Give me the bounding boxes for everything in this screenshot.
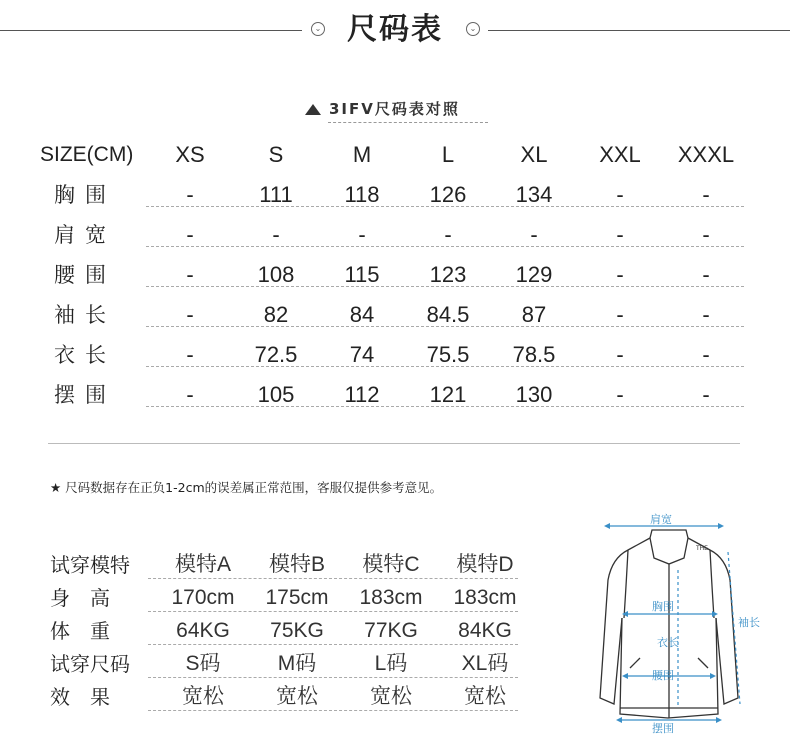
size-header-xs: XS [175,142,205,167]
jacket-diagram [590,508,790,746]
subtitle-underline [328,122,488,123]
size-cell: - [702,182,710,207]
subtitle-text: 3IFV尺码表对照 [329,100,460,118]
row-divider [146,246,744,247]
model-cell: 宽松 [182,685,224,708]
size-cell: 82 [263,302,289,327]
size-cell: 126 [429,182,467,207]
size-cell: - [702,342,710,367]
model-cell: 宽松 [370,685,412,708]
model-row-divider [148,644,518,645]
header-rule-right [488,30,790,31]
chevron-down-icon: ⌄ [466,22,480,36]
size-cell: 129 [515,262,553,287]
size-cell: 78.5 [512,342,556,367]
label-chest: 胸围 [652,600,674,613]
model-row-label: 试穿模特 [50,553,130,577]
model-cell: 宽松 [276,685,318,708]
size-cell: 130 [515,382,553,407]
model-row-label: 效 果 [50,685,110,709]
size-chart-subtitle [305,98,490,122]
model-cell: 模特A [174,553,231,576]
size-cell: 105 [257,382,295,407]
size-corner-header: SIZE(CM) [40,143,134,166]
model-row-divider [148,710,518,711]
label-sleeve: 袖长 [738,616,760,629]
size-cell: - [272,222,280,247]
model-cell: 模特B [268,553,325,576]
size-cell: - [186,382,194,407]
label-shoulder: 肩宽 [650,513,672,526]
size-cell: - [186,222,194,247]
size-header-l: L [441,142,455,167]
size-cell: 72.5 [254,342,298,367]
size-cell: 118 [344,182,380,207]
page-title: 尺码表 [347,12,443,47]
size-row-label: 肩宽 [54,223,116,247]
size-cell: - [186,182,194,207]
size-row-label: 胸围 [54,183,116,207]
row-divider [146,406,744,407]
size-cell: - [616,182,624,207]
size-header-xxxl: XXXL [677,142,735,167]
model-row-divider [148,677,518,678]
label-waist: 腰围 [652,669,674,682]
size-cell: 84.5 [426,302,470,327]
model-row-label: 身 高 [50,586,110,610]
model-row-label: 体 重 [50,619,110,643]
row-divider [146,286,744,287]
model-cell: 模特D [456,553,514,576]
size-row-label: 袖长 [54,303,116,327]
model-cell: M码 [277,652,317,675]
size-cell: - [702,222,710,247]
size-row-label: 摆围 [54,383,116,407]
size-header-s: S [268,142,284,167]
chevron-down-icon: ⌄ [311,22,325,36]
model-row-label: 试穿尺码 [50,652,130,676]
model-cell: 183cm [359,586,423,609]
size-cell: - [186,262,194,287]
model-row-divider [148,578,518,579]
size-row-label: 衣长 [54,343,116,367]
size-cell: 112 [344,382,380,407]
size-cell: - [616,382,624,407]
model-row-divider [148,611,518,612]
model-cell: 宽松 [464,685,506,708]
model-cell: S码 [185,652,221,675]
size-cell: 121 [429,382,467,407]
size-cell: - [358,222,366,247]
size-cell: 84 [349,302,375,327]
label-hem: 摆围 [652,722,674,735]
header-rule-left [0,30,302,31]
row-divider [146,366,744,367]
row-divider [146,206,744,207]
size-cell: - [186,302,194,327]
model-cell: 175cm [265,586,329,609]
model-cell: 64KG [176,619,230,642]
size-cell: 115 [344,262,380,287]
size-cell: - [616,342,624,367]
row-divider [146,326,744,327]
section-divider [48,443,740,444]
size-cell: - [702,382,710,407]
model-cell: 模特C [362,553,420,576]
size-cell: 134 [515,182,553,207]
model-cell: 75KG [270,619,324,642]
svg-text:THE: THE [696,545,708,552]
triangle-icon [305,104,321,115]
model-cell: L码 [374,652,408,675]
size-cell: - [530,222,538,247]
size-header-m: M [352,142,372,167]
size-cell: 123 [429,262,467,287]
size-row-label: 腰围 [54,263,116,287]
size-cell: 87 [521,302,547,327]
size-cell: - [186,342,194,367]
size-cell: - [616,262,624,287]
size-cell: 108 [257,262,295,287]
size-cell: - [702,262,710,287]
size-header-xl: XL [520,142,548,167]
size-note: ★ 尺码数据存在正负1-2cm的误差属正常范围，客服仅提供参考意见。 [50,480,443,495]
size-header-xxl: XXL [599,142,641,167]
model-cell: 170cm [171,586,235,609]
model-cell: 77KG [364,619,418,642]
size-cell: 75.5 [426,342,470,367]
jacket-illustration [590,508,790,746]
size-cell: 74 [349,342,375,367]
size-cell: - [702,302,710,327]
size-cell: - [616,222,624,247]
label-length: 衣长 [657,636,679,649]
model-cell: XL码 [461,652,509,675]
model-cell: 183cm [453,586,517,609]
size-cell: - [444,222,452,247]
model-cell: 84KG [458,619,512,642]
size-cell: 111 [259,182,293,207]
size-cell: - [616,302,624,327]
